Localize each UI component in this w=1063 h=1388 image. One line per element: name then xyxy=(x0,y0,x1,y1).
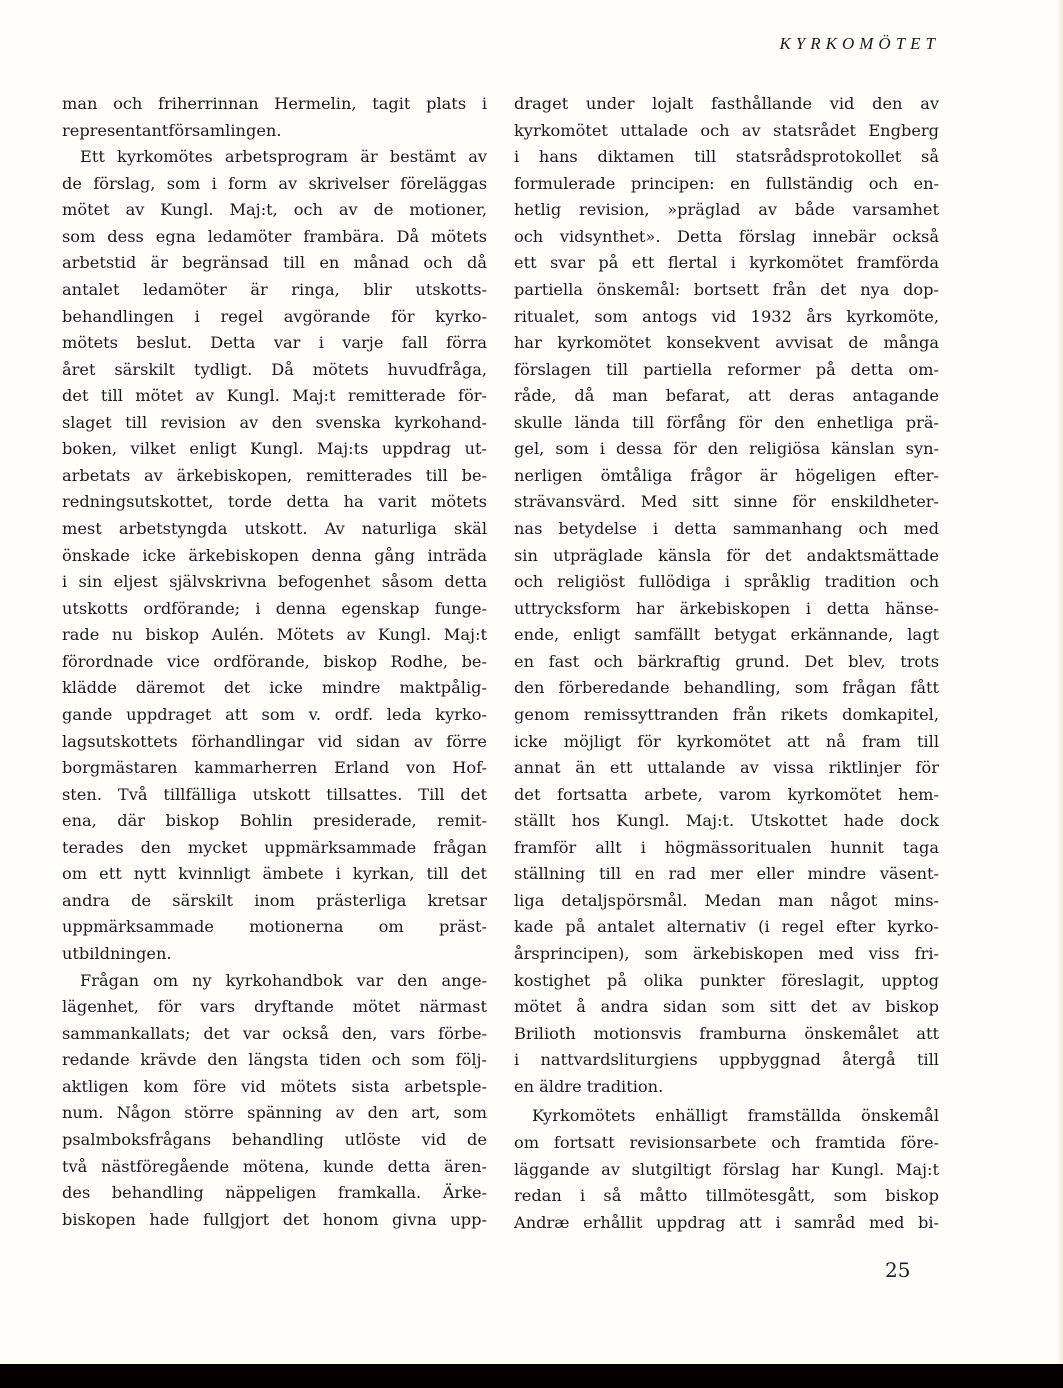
text-line: liga detaljspörsmål. Medan man något mins- xyxy=(514,890,939,910)
page-number: 25 xyxy=(885,1258,911,1282)
text-line: andra de särskilt inom prästerliga kretsar xyxy=(62,890,487,910)
text-line: i hans diktamen till statsrådsprotokollet så xyxy=(514,147,939,167)
text-line: och vidsynthet». Detta förslag innebär också xyxy=(514,226,939,246)
text-line: rade nu biskop Aulén. Mötets av Kungl. Maj:t xyxy=(62,625,487,645)
text-line: i sin eljest självskrivna befogenhet såsom detta xyxy=(62,572,487,592)
text-line: årsprincipen), som ärkebiskopen med viss fri- xyxy=(514,944,939,963)
text-line: kade på antalet alternativ (i regel efter kyrko- xyxy=(514,917,939,937)
text-line: psalmboksfrågans behandling utlöste vid de xyxy=(62,1129,487,1149)
text-line: redan i så måtto tillmötesgått, som biskop xyxy=(514,1186,939,1206)
text-line: representantförsamlingen. xyxy=(62,120,282,140)
text-line: gel, som i dessa för den religiösa känslan syn- xyxy=(514,439,939,459)
text-line: arbetats av ärkebiskopen, remitterades till be- xyxy=(62,465,487,485)
text-line: förordnade vice ordförande, biskop Rodhe, be- xyxy=(62,651,487,671)
text-line: utbildningen. xyxy=(62,944,172,963)
text-line: förslagen till partiella reformer på detta om- xyxy=(514,359,939,379)
text-line: mötets beslut. Detta var i varje fall förra xyxy=(62,333,487,353)
text-line: gande uppdraget att som v. ordf. leda kyrko- xyxy=(62,704,487,724)
text-line: kyrkomötet uttalade och av statsrådet Engberg xyxy=(514,120,939,140)
text-line: en äldre tradition. xyxy=(514,1076,664,1096)
text-line: boken, vilket enligt Kungl. Maj:ts uppdrag ut- xyxy=(62,439,487,459)
text-line: slaget till revision av den svenska kyrkohand- xyxy=(62,412,487,432)
text-line: formulerade principen: en fullständig och en- xyxy=(514,173,939,193)
text-line: man och friherrinnan Hermelin, tagit plats i xyxy=(62,94,487,113)
text-line: Kyrkomötets enhälligt framställda önskemål xyxy=(532,1106,939,1126)
text-line: aktligen kom före vid mötets sista arbetsple- xyxy=(62,1076,487,1096)
text-line: arbetstid är begränsad till en månad och då xyxy=(62,253,487,273)
text-line: ritualet, som antogs vid 1932 års kyrkomöte, xyxy=(514,306,939,326)
text-line: framför allt i högmässoritualen hunnit taga xyxy=(514,837,939,857)
text-line: en fast och bärkraftig grund. Det blev, trots xyxy=(514,651,939,671)
text-line: önskade icke ärkebiskopen denna gång inträda xyxy=(62,545,487,565)
text-line: Brilioth motionsvis framburna önskemålet att xyxy=(514,1023,939,1043)
text-line: de förslag, som i form av skrivelser föreläggas xyxy=(62,173,487,193)
text-line: sten. Två tillfälliga utskott tillsattes. Till det xyxy=(62,784,487,804)
text-line: antalet ledamöter är ringa, blir utskotts- xyxy=(62,279,487,299)
text-line: biskopen hade fullgjort det honom givna upp- xyxy=(62,1209,487,1229)
text-line: om ett nytt kvinnligt ämbete i kyrkan, till det xyxy=(62,864,487,884)
text-line: det fortsatta arbete, varom kyrkomötet hem- xyxy=(514,784,939,804)
text-line: den förberedande behandling, som frågan fått xyxy=(514,678,939,698)
text-line: sammankallats; det var också den, vars förbe- xyxy=(62,1023,487,1043)
text-line: sin utpräglade känsla för det andaktsmättade xyxy=(514,545,939,565)
text-line: Frågan om ny kyrkohandbok var den ange- xyxy=(80,970,487,990)
text-line: och religiöst fullödiga i språklig tradition och xyxy=(514,572,939,592)
text-line: strävansvärd. Med sitt sinne för enskildheter- xyxy=(514,492,939,512)
text-line: mest arbetstyngda utskott. Av naturliga skäl xyxy=(62,519,487,538)
text-line: i nattvardsliturgiens uppbyggnad återgå till xyxy=(514,1050,939,1070)
text-line: har kyrkomötet konsekvent avvisat de många xyxy=(514,333,939,353)
text-line: redningsutskottet, torde detta ha varit mötets xyxy=(62,492,487,512)
text-line: icke möjligt för kyrkomötet att nå fram till xyxy=(514,731,939,751)
text-line: året särskilt tydligt. Då mötets huvudfråga, xyxy=(62,359,487,379)
text-line: råde, då man befarat, att deras antagande xyxy=(514,386,939,406)
text-line: mötet å andra sidan som sitt det av biskop xyxy=(514,997,939,1017)
text-line: uttrycksform har ärkebiskopen i detta hänse- xyxy=(514,598,939,618)
text-line: draget under lojalt fasthållande vid den av xyxy=(514,94,939,113)
text-line: borgmästaren kammarherren Erland von Hof- xyxy=(62,758,487,778)
text-line: utskotts ordförande; i denna egenskap funge- xyxy=(62,598,487,618)
text-line: som dess egna ledamöter frambära. Då mötets xyxy=(62,226,487,246)
text-line: ett svar på ett flertal i kyrkomötet framförda xyxy=(514,253,939,273)
left-column xyxy=(62,91,487,1233)
text-line: Andræ erhållit uppdrag att i samråd med bi- xyxy=(514,1212,939,1232)
scan-border xyxy=(0,1364,1063,1388)
text-line: mötet av Kungl. Maj:t, och av de motioner, xyxy=(62,200,487,220)
text-line: num. Någon större spänning av den art, som xyxy=(62,1103,487,1123)
text-line: behandlingen i regel avgörande för kyrko- xyxy=(62,306,487,326)
text-line: kostighet på olika punkter föreslagit, upptog xyxy=(514,970,939,990)
text-line: klädde däremot det icke mindre maktpålig- xyxy=(62,678,487,698)
text-line: redande krävde den längsta tiden och som följ- xyxy=(62,1050,487,1070)
text-line: annat än ett uttalande av vissa riktlinjer för xyxy=(514,758,939,778)
text-line: läggande av slutgiltigt förslag har Kungl. Maj:t xyxy=(514,1159,939,1179)
right-column xyxy=(514,91,939,1236)
text-line: ena, där biskop Bohlin presiderade, remit- xyxy=(62,811,487,831)
page-edge xyxy=(1057,0,1063,1364)
text-line: ställt hos Kungl. Maj:t. Utskottet hade dock xyxy=(514,811,939,831)
text-line: nerligen ömtåliga frågor är högeligen efter- xyxy=(514,465,939,485)
text-line: terades den mycket uppmärksammade frågan xyxy=(62,837,487,857)
text-line: ende, enligt samfällt betygat erkännande, lagt xyxy=(514,625,939,645)
text-line: des behandling näppeligen framkalla. Ärke- xyxy=(62,1183,487,1203)
text-line: lägenhet, för vars dryftande mötet närmast xyxy=(62,997,487,1017)
text-line: uppmärksammade motionerna om präst- xyxy=(62,917,487,937)
text-line: ställning till en rad mer eller mindre väsent- xyxy=(514,864,939,884)
text-line: Ett kyrkomötes arbetsprogram är bestämt av xyxy=(80,147,487,167)
text-line: hetlig revision, »präglad av både varsamhet xyxy=(514,200,939,220)
text-line: nas betydelse i detta sammanhang och med xyxy=(514,519,939,538)
text-line: genom remissyttranden från rikets domkapitel, xyxy=(514,704,939,724)
text-line: två nästföregående mötena, kunde detta ären- xyxy=(62,1156,487,1176)
text-line: det till mötet av Kungl. Maj:t remitterade för- xyxy=(62,386,487,406)
text-line: skulle lända till förfång för den enhetliga prä- xyxy=(514,412,939,432)
text-line: om fortsatt revisionsarbete och framtida före- xyxy=(514,1132,939,1152)
running-header: KYRKOMÖTET xyxy=(779,34,940,53)
text-line: partiella önskemål: bortsett från det nya dop- xyxy=(514,279,939,299)
text-line: lagsutskottets förhandlingar vid sidan av förre xyxy=(62,731,487,751)
